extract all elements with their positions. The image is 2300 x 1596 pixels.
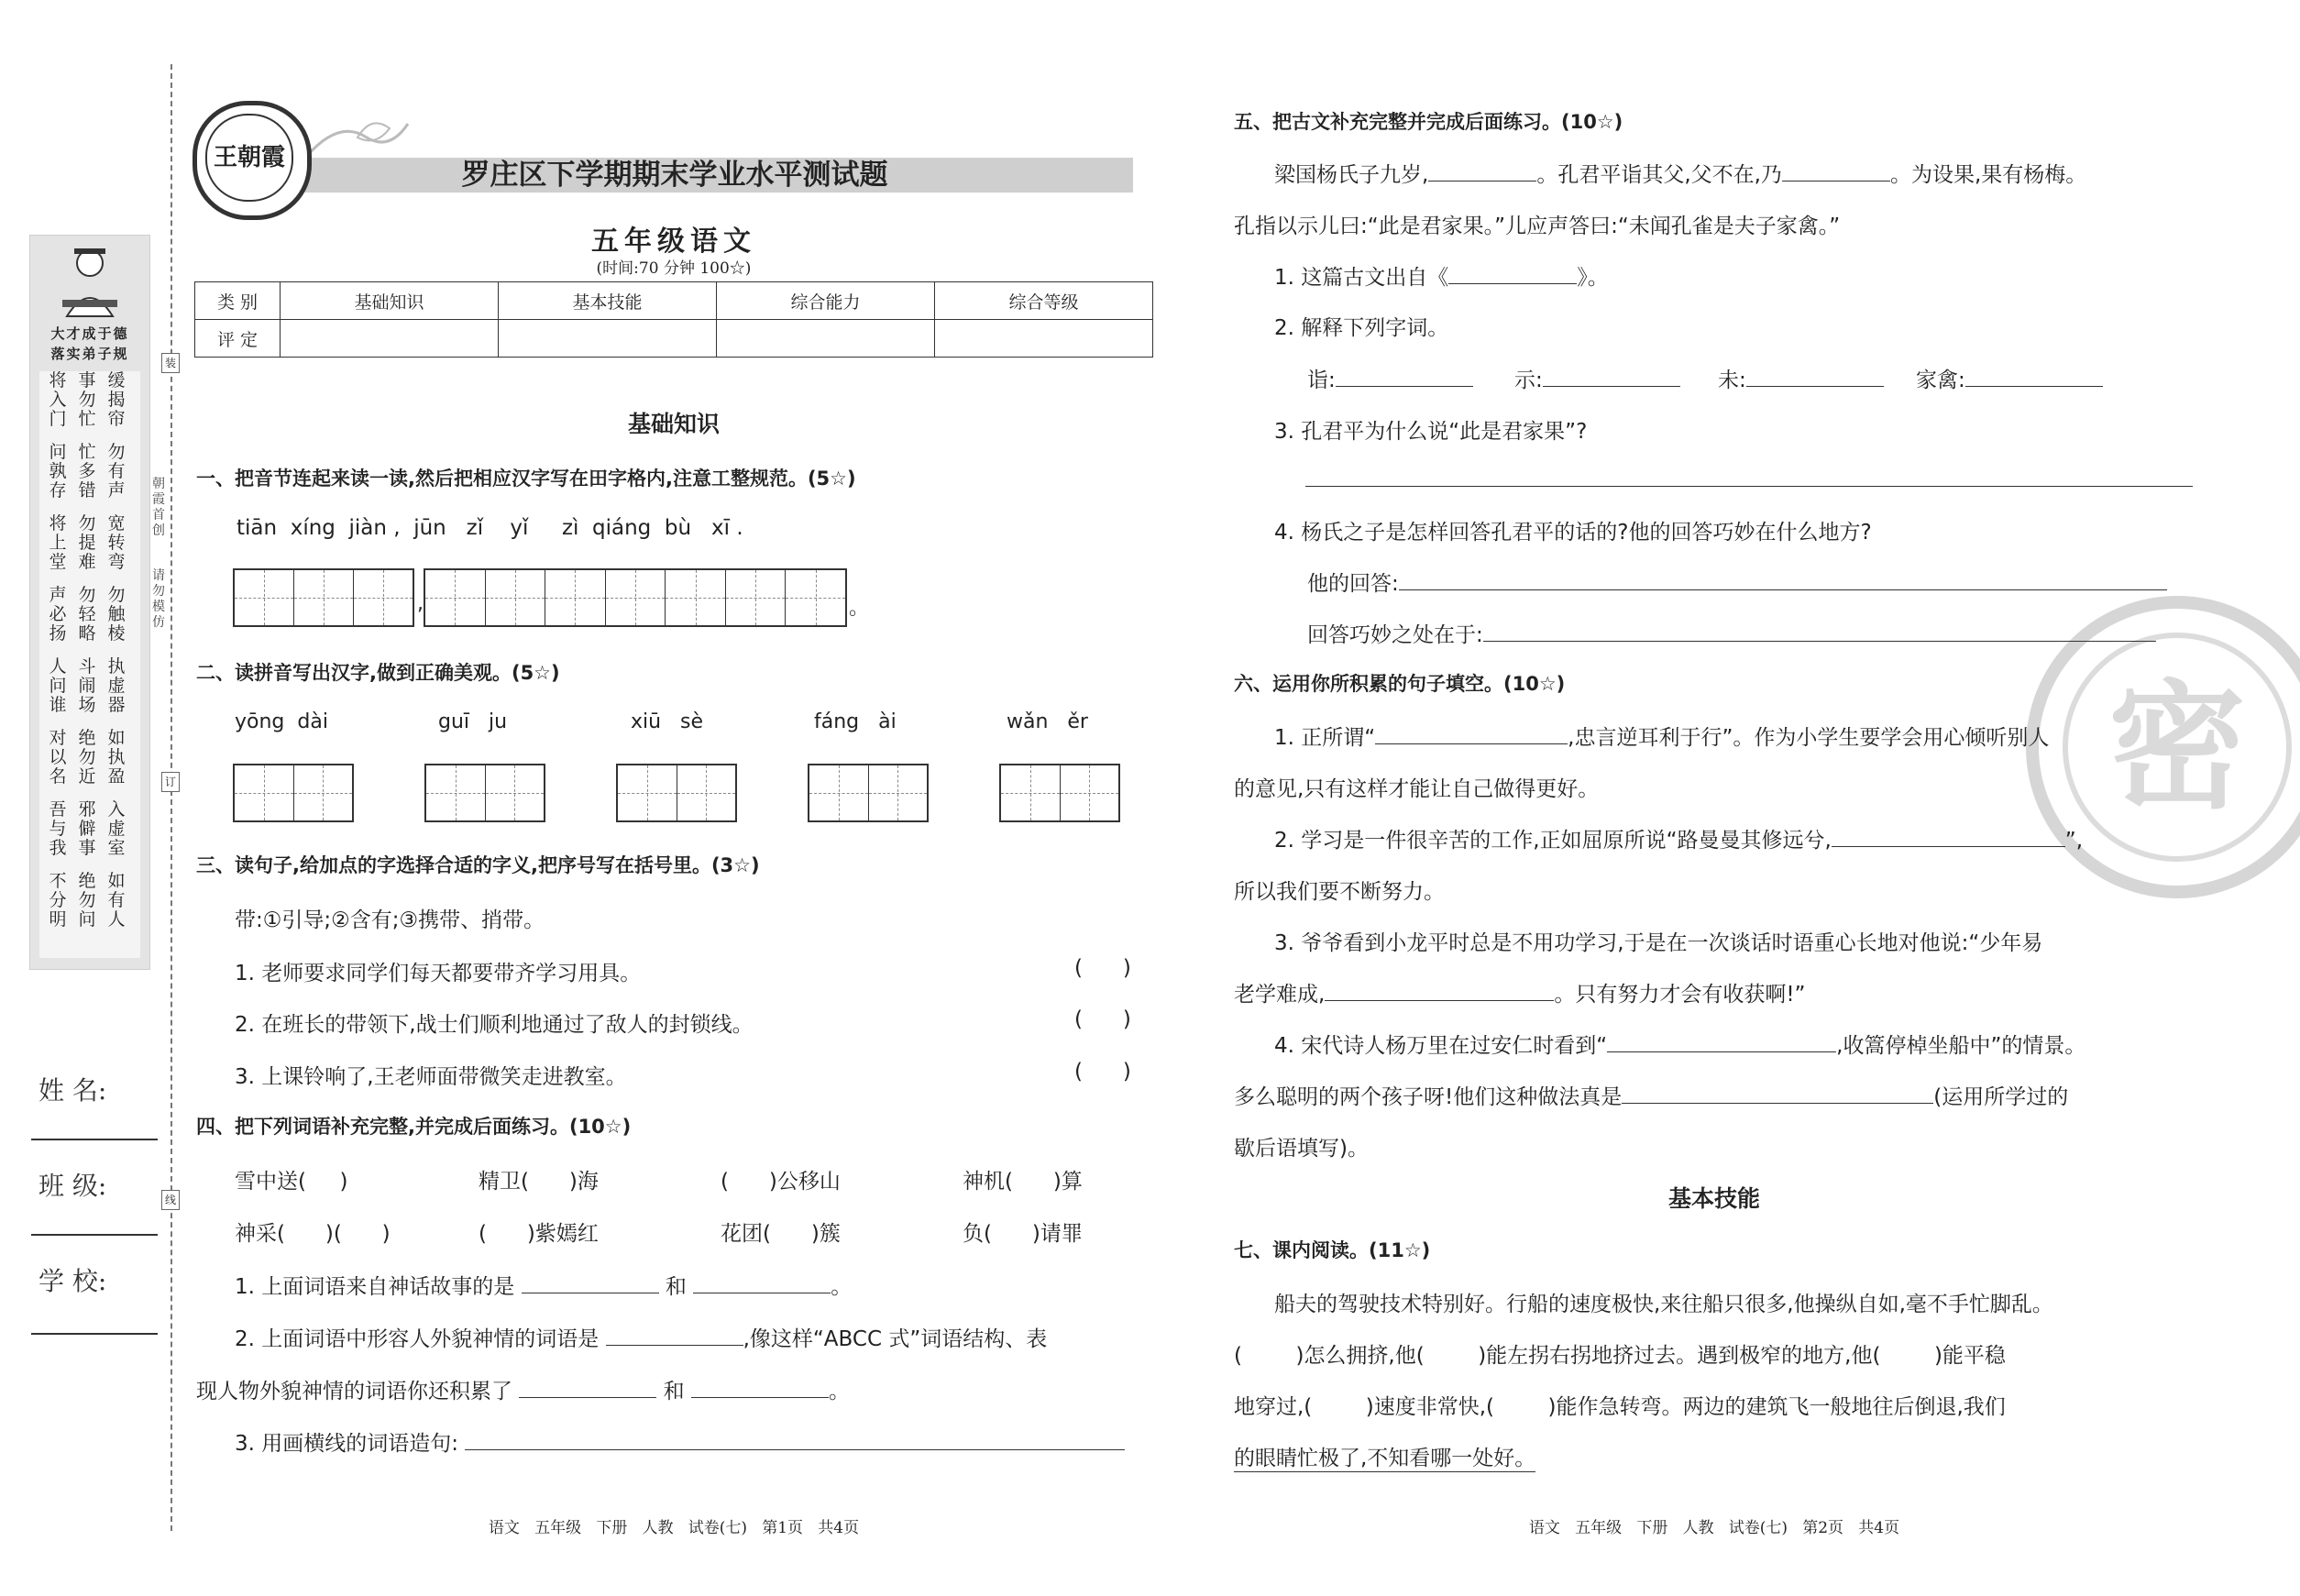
rule-row	[43, 729, 137, 748]
ribbon-icon	[303, 110, 413, 165]
q2-pinyin-4: fáng ài	[814, 710, 897, 733]
rule-row	[43, 586, 137, 605]
q5-word-2	[1514, 363, 1680, 393]
blank[interactable]	[1543, 368, 1680, 387]
tian-grid[interactable]	[233, 764, 354, 822]
score-table	[194, 281, 1153, 358]
rule-row	[43, 696, 137, 715]
binding-mark: 订	[161, 772, 180, 792]
section-basic-skills: 基本技能	[1667, 1185, 1760, 1212]
q4-sub2-text: 现人物外貌神情的词语你还积累了	[196, 1380, 512, 1403]
seal-icon: 密	[2063, 633, 2292, 862]
q4-sub2-text: ,像这样“ABCC 式”词语结构、表	[743, 1327, 1048, 1351]
blank[interactable]	[1965, 368, 2103, 387]
rule-char: 问	[49, 442, 67, 462]
q5-text: 梁国杨氏子九岁,	[1274, 163, 1429, 187]
rule-row	[43, 443, 137, 462]
rule-char: 勿	[78, 513, 96, 534]
q4-sub3-text: 3. 用画横线的词语造句:	[235, 1432, 459, 1456]
rule-char: 孰	[49, 461, 67, 481]
q3-item-1: 1. 老师要求同学们每天都要带齐学习用具。	[235, 962, 642, 985]
q5-sub1-text: 》。	[1577, 266, 1609, 290]
and-text: 和	[663, 1380, 685, 1403]
tian-grid[interactable]	[233, 568, 414, 627]
rule-char: 名	[49, 766, 67, 787]
rule-row	[43, 657, 137, 677]
rule-char: 我	[49, 838, 67, 858]
vertical-note: 请勿模仿	[152, 568, 165, 630]
rule-row	[43, 481, 137, 501]
rule-char: 僻	[78, 819, 96, 839]
tian-grid[interactable]	[424, 568, 847, 627]
q6-s2-cont: 所以我们要不断努力。	[1234, 880, 1445, 904]
rule-char: 揭	[107, 390, 126, 410]
q3-title: 三、读句子,给加点的字选择合适的字义,把序号写在括号里。(3☆)	[196, 854, 760, 876]
rule-char: 堂	[49, 552, 67, 572]
rule-char: 绝	[78, 728, 96, 748]
q5-text-2: 孔指以示儿曰:“此是君家果。”儿应声答曰:“未闻孔雀是夫子家禽。”	[1234, 215, 1841, 238]
q4-sub3	[235, 1426, 1125, 1457]
left-footer: 语文 五年级 下册 人教 试卷(七) 第1页 共4页	[488, 1519, 860, 1537]
q6-s4	[1274, 1029, 2085, 1059]
rule-char: 扬	[49, 623, 67, 644]
q5-clever	[1307, 618, 2156, 648]
rule-char: 分	[49, 890, 67, 910]
blank[interactable]	[465, 1431, 1125, 1450]
q6-text: 。只有努力才会有收获啊!”	[1554, 983, 1806, 1007]
q6-text: 2. 学习是一件很辛苦的工作,正如屈原所说“路曼曼其修远兮,	[1274, 829, 1832, 853]
rule-row	[43, 371, 137, 391]
binding-dash-line	[171, 64, 172, 1531]
blank[interactable]	[1336, 368, 1473, 387]
rule-row	[43, 410, 137, 429]
rule-char: 必	[49, 604, 67, 624]
rule-char: 提	[78, 533, 96, 553]
q4-idiom[interactable]: 负( )请罪	[963, 1222, 1083, 1246]
rule-char: 转	[107, 533, 126, 553]
rule-char: 人	[107, 909, 126, 930]
q4-sub2-text: 2. 上面词语中形容人外貌神情的词语是	[235, 1327, 600, 1351]
motto-line-2: 落实弟子规	[50, 346, 129, 362]
tian-grid[interactable]	[616, 764, 737, 822]
rule-char: 难	[78, 552, 96, 572]
exam-title: 罗庄区下学期期末学业水平测试题	[461, 159, 888, 192]
q4-idiom[interactable]: 神采( )( )	[235, 1222, 391, 1246]
word-label: 示:	[1514, 369, 1543, 392]
q6-text: (运用所学过的	[1933, 1085, 2069, 1109]
rule-row	[43, 553, 137, 572]
rule-row	[43, 677, 137, 696]
word-label: 诣:	[1307, 369, 1336, 392]
rule-row	[43, 514, 137, 534]
rule-char: 上	[49, 533, 67, 553]
q6-text: ”,	[2064, 829, 2084, 853]
q4-sub1	[235, 1270, 852, 1300]
rule-row	[43, 872, 137, 891]
q5-sub1-text: 1. 这篇古文出自《	[1274, 266, 1449, 290]
q6-text: 多么聪明的两个孩子呀!他们这种做法真是	[1234, 1085, 1623, 1109]
subject-title: 五年级语文	[591, 226, 756, 258]
rule-char: 有	[107, 890, 126, 910]
q2-pinyin-3: xiū sè	[631, 710, 704, 733]
answer-label: 他的回答:	[1307, 572, 1399, 596]
rule-char: 吾	[49, 799, 67, 820]
score-cell[interactable]	[717, 320, 935, 358]
name-label: 姓 名:	[39, 1075, 107, 1106]
score-header-basic: 基础知识	[281, 282, 499, 320]
q7-para-4: 的眼睛忙极了,不知看哪一处好。	[1234, 1441, 1535, 1472]
q6-title: 六、运用你所积累的句子填空。(10☆)	[1234, 673, 1566, 695]
rule-char: 绝	[78, 871, 96, 891]
q7-para-2[interactable]: ( )怎么拥挤,他( )能左拐右拐地挤过去。遇到极窄的地方,他( )能平稳	[1234, 1344, 2006, 1368]
rule-char: 触	[107, 604, 126, 624]
q5-word-1	[1307, 363, 1473, 393]
period: 。	[828, 1380, 850, 1403]
score-header-overall: 综合等级	[935, 282, 1153, 320]
q5-sub4: 4. 杨氏之子是怎样回答孔君平的话的?他的回答巧妙在什么地方?	[1274, 521, 1872, 545]
rule-char: 有	[107, 461, 126, 481]
blank[interactable]	[1375, 725, 1568, 744]
rule-char: 存	[49, 480, 67, 501]
rule-char: 事	[78, 838, 96, 858]
q4-sub2	[235, 1322, 1047, 1352]
q5-title: 五、把古文补充完整并完成后面练习。(10☆)	[1234, 111, 1623, 133]
blank[interactable]	[519, 1379, 656, 1398]
score-header-ability: 综合能力	[717, 282, 935, 320]
blank[interactable]	[1622, 1084, 1933, 1104]
rule-row	[43, 820, 137, 839]
rule-char: 勿	[78, 890, 96, 910]
score-header-category: 类 别	[195, 282, 281, 320]
rule-char: 事	[78, 370, 96, 391]
rule-row	[43, 605, 137, 624]
rule-char: 略	[78, 623, 96, 644]
scholar-icon	[58, 243, 122, 325]
score-cell[interactable]	[281, 320, 499, 358]
q3-item-3: 3. 上课铃响了,王老师面带微笑走进教室。	[235, 1065, 627, 1089]
q6-text: 4. 宋代诗人杨万里在过安仁时看到“	[1274, 1034, 1608, 1058]
rule-char: 邪	[78, 799, 96, 820]
blank[interactable]	[1746, 368, 1884, 387]
q4-idiom[interactable]: ( )公移山	[721, 1170, 841, 1194]
q5-text: 。为设果,果有杨梅。	[1889, 163, 2087, 187]
q7-title: 七、课内阅读。(11☆)	[1234, 1239, 1431, 1261]
q2-pinyin-1: yōng dài	[235, 710, 328, 733]
q2-pinyin-2: guī ju	[438, 710, 508, 733]
q6-text: ,忠言逆耳利于行”。作为小学生要学会用心倾听别人	[1568, 726, 2050, 750]
q7-para-3[interactable]: 地穿过,( )速度非常快,( )能作急转弯。两边的建筑飞一般地往后倒退,我们	[1234, 1395, 2006, 1419]
q2-pinyin-5: wǎn ěr	[1007, 710, 1088, 733]
q5-text: 。孔君平诣其父,父不在,乃	[1536, 163, 1782, 187]
rule-char: 器	[107, 695, 126, 715]
q4-idiom[interactable]: 雪中送( )	[235, 1170, 348, 1194]
blank[interactable]	[1399, 571, 2167, 590]
rule-char: 与	[49, 819, 67, 839]
q4-sub1-text: 1. 上面词语来自神话故事的是	[235, 1275, 515, 1299]
binding-mark: 装	[161, 353, 180, 373]
q5-sub3: 3. 孔君平为什么说“此是君家果”?	[1274, 420, 1588, 444]
rule-char: 室	[107, 838, 126, 858]
rule-char: 弯	[107, 552, 126, 572]
rule-row	[43, 910, 137, 930]
rule-char: 将	[49, 370, 67, 391]
blank[interactable]	[1448, 265, 1577, 284]
rule-char: 如	[107, 728, 126, 748]
rule-char: 缓	[107, 370, 126, 391]
blank[interactable]	[1428, 162, 1536, 182]
rule-char: 勿	[78, 585, 96, 605]
q3-answer-3[interactable]: ( )	[1074, 1060, 1131, 1084]
score-cell[interactable]	[499, 320, 717, 358]
blank[interactable]	[1782, 162, 1890, 182]
blank[interactable]	[522, 1274, 659, 1293]
rule-char: 入	[107, 799, 126, 820]
and-text: 和	[665, 1275, 687, 1299]
rule-char: 声	[49, 585, 67, 605]
q6-text: ,收篙停棹坐船中”的情景。	[1836, 1034, 2086, 1058]
rule-row	[43, 748, 137, 767]
word-label: 家禽:	[1916, 369, 1965, 392]
rule-char: 帘	[107, 409, 126, 429]
q2-title: 二、读拼音写出汉字,做到正确美观。(5☆)	[196, 662, 560, 684]
rule-char: 勿	[107, 442, 126, 462]
blank[interactable]	[1832, 828, 2065, 847]
class-field[interactable]	[31, 1234, 158, 1236]
q3-answer-2[interactable]: ( )	[1074, 1007, 1131, 1031]
name-field[interactable]	[31, 1139, 158, 1140]
rule-char: 声	[107, 480, 126, 501]
q4-idiom[interactable]: ( )紫嫣红	[479, 1222, 599, 1246]
rule-char: 不	[49, 871, 67, 891]
blank[interactable]	[693, 1274, 831, 1293]
rule-row	[43, 624, 137, 644]
rule-row	[43, 767, 137, 787]
score-header-skill: 基本技能	[499, 282, 717, 320]
rule-char: 执	[107, 747, 126, 767]
rule-row	[43, 462, 137, 481]
q6-s4-cont	[1234, 1080, 2068, 1110]
q1-title: 一、把音节连起来读一读,然后把相应汉字写在田字格内,注意工整规范。(5☆)	[196, 468, 856, 490]
rule-char: 宽	[107, 513, 126, 534]
sidebar	[29, 235, 150, 970]
rule-char: 如	[107, 871, 126, 891]
q5-sub1	[1274, 260, 1609, 291]
q4-idiom[interactable]: 精卫( )海	[479, 1170, 599, 1194]
q4-title: 四、把下列词语补充完整,并完成后面练习。(10☆)	[196, 1116, 632, 1138]
rule-char: 问	[78, 909, 96, 930]
q5-word-3	[1718, 363, 1884, 393]
time-info: (时间:70 分钟 100☆)	[596, 259, 752, 278]
q6-s1-cont: 的意见,只有这样才能让自己做得更好。	[1234, 777, 1600, 801]
rule-char: 忙	[78, 409, 96, 429]
q4-sub2-cont	[196, 1374, 850, 1404]
clever-label: 回答巧妙之处在于:	[1307, 623, 1483, 647]
rule-char: 棱	[107, 623, 126, 644]
period: 。	[831, 1275, 853, 1299]
q4-idiom[interactable]: 神机( )算	[963, 1170, 1083, 1194]
blank[interactable]	[691, 1379, 829, 1398]
comma: ,	[417, 592, 424, 615]
blank[interactable]	[1325, 982, 1554, 1001]
q3-answer-1[interactable]: ( )	[1074, 956, 1131, 980]
rule-char: 忙	[78, 442, 96, 462]
class-label: 班 级:	[39, 1171, 107, 1201]
period: 。	[849, 597, 870, 620]
rule-char: 门	[49, 409, 67, 429]
rule-char: 斗	[78, 656, 96, 677]
rule-char: 近	[78, 766, 96, 787]
q5-answer	[1307, 567, 2167, 597]
word-label: 未:	[1718, 369, 1746, 392]
rule-char: 执	[107, 656, 126, 677]
q1-pinyin: tiān xíng jiàn , jūn zǐ yǐ zì qiáng bù xī .	[237, 516, 743, 540]
tian-grid[interactable]	[808, 764, 929, 822]
rule-char: 人	[49, 656, 67, 677]
binding-mark: 线	[161, 1190, 180, 1210]
school-field[interactable]	[31, 1333, 158, 1335]
logo-text: 王朝霞	[205, 114, 293, 202]
motto-line-1: 大才成于德	[50, 325, 129, 342]
q3-meanings: 带:①引导;②含有;③携带、捎带。	[235, 908, 545, 932]
rule-char: 谁	[49, 695, 67, 715]
school-label: 学 校:	[39, 1266, 107, 1296]
blank[interactable]	[1483, 622, 2156, 642]
blank[interactable]	[606, 1326, 743, 1346]
right-footer: 语文 五年级 下册 人教 试卷(七) 第2页 共4页	[1528, 1519, 1900, 1537]
rule-char: 场	[78, 695, 96, 715]
rule-char: 轻	[78, 604, 96, 624]
rule-char: 勿	[78, 390, 96, 410]
blank[interactable]	[1607, 1033, 1836, 1052]
rule-char: 错	[78, 480, 96, 501]
answer-line[interactable]	[1305, 486, 2193, 487]
score-row-label: 评 定	[195, 320, 281, 358]
q4-idiom[interactable]: 花团( )簇	[721, 1222, 841, 1246]
vertical-note: 朝霞首创	[152, 477, 165, 538]
q6-text: 1. 正所谓“	[1274, 726, 1376, 750]
rule-row	[43, 891, 137, 910]
q5-sub2: 2. 解释下列字词。	[1274, 316, 1449, 340]
q6-text: 老学难成,	[1234, 983, 1326, 1007]
rule-char: 明	[49, 909, 67, 930]
rule-char: 勿	[107, 585, 126, 605]
q6-s3: 3. 爷爷看到小龙平时总是不用功学习,于是在一次谈话时语重心长地对他说:“少年易	[1274, 931, 2043, 955]
rule-char: 将	[49, 513, 67, 534]
disciple-rules	[39, 371, 140, 958]
q6-s4-end: 歇后语填写)。	[1234, 1137, 1369, 1161]
tian-grid[interactable]	[999, 764, 1120, 822]
q7-para-1: 船夫的驾驶技术特别好。行船的速度极快,来往船只很多,他操纵自如,毫不手忙脚乱。	[1274, 1293, 2053, 1316]
q6-s2	[1274, 823, 2083, 853]
rule-char: 闹	[78, 676, 96, 696]
rule-char: 以	[49, 747, 67, 767]
rule-row	[43, 800, 137, 820]
section-basic-knowledge: 基础知识	[627, 411, 720, 437]
rule-char: 多	[78, 461, 96, 481]
rule-row	[43, 839, 137, 858]
rule-row	[43, 391, 137, 410]
q6-s1	[1274, 721, 2049, 751]
rule-char: 问	[49, 676, 67, 696]
rule-char: 勿	[78, 747, 96, 767]
q5-word-4	[1916, 363, 2103, 393]
tian-grid[interactable]	[424, 764, 545, 822]
rule-char: 入	[49, 390, 67, 410]
rule-row	[43, 534, 137, 553]
rule-char: 对	[49, 728, 67, 748]
q5-text-1	[1274, 158, 2200, 188]
rule-char: 虚	[107, 676, 126, 696]
rule-char: 虚	[107, 819, 126, 839]
rule-char: 盈	[107, 766, 126, 787]
q3-item-2: 2. 在班长的带领下,战士们顺利地通过了敌人的封锁线。	[235, 1013, 754, 1037]
q6-s3-cont	[1234, 977, 1805, 1007]
score-cell[interactable]	[935, 320, 1153, 358]
